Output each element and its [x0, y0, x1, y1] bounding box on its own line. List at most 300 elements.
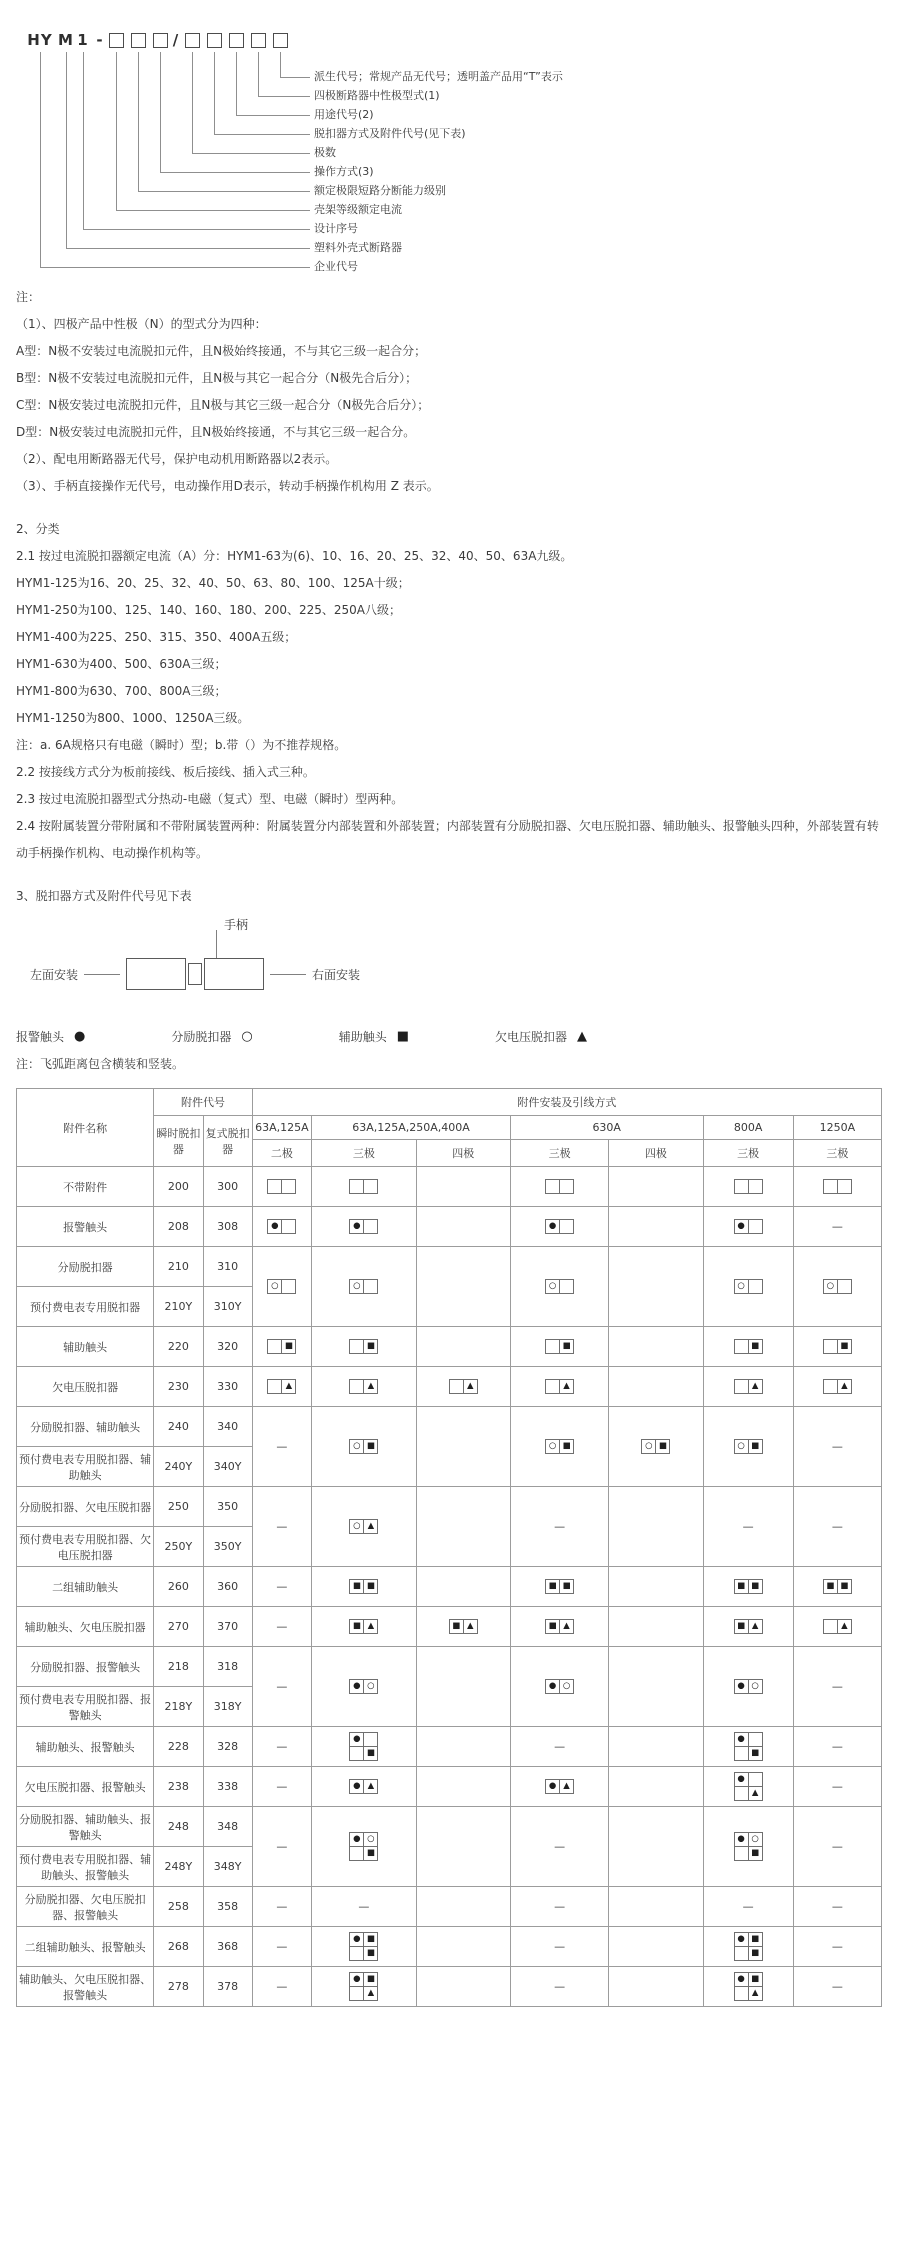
install-cell: [416, 1767, 510, 1807]
right-mount-box: [204, 958, 264, 990]
pole-compartment: ■: [748, 1972, 763, 1987]
pole-compartment: ■: [748, 1579, 763, 1594]
code-instantaneous: 220: [154, 1327, 203, 1367]
accessory-install-diagram: [734, 1679, 763, 1694]
code-compound: 350Y: [203, 1527, 252, 1567]
model-code-label: 塑料外壳式断路器: [314, 241, 402, 254]
header-pole-3p-d: 三极: [793, 1140, 881, 1167]
legend-label: 欠电压脱扣器: [495, 1030, 568, 1044]
install-cell: [416, 1207, 510, 1247]
table-row: [17, 1367, 882, 1407]
pole-compartment: ■: [545, 1579, 560, 1594]
note-line: C型：N极安装过电流脱扣元件，且N极与其它三级一起合分（N极先合后分）；: [16, 398, 430, 412]
install-cell: —: [252, 1807, 311, 1887]
accessory-install-diagram: [349, 1579, 378, 1594]
pole-compartment: ■: [363, 1439, 378, 1454]
install-cell: [793, 1367, 881, 1407]
code-compound: 310: [203, 1247, 252, 1287]
install-cell: [312, 1967, 417, 2007]
pole-compartment: ■: [363, 1846, 378, 1861]
pole-compartment: [823, 1619, 838, 1634]
install-cell: [312, 1607, 417, 1647]
install-cell: [703, 1967, 793, 2007]
table-row: [17, 1167, 882, 1207]
accessory-name: 欠电压脱扣器: [17, 1367, 154, 1407]
pole-compartment: [349, 1746, 364, 1761]
install-cell: [510, 1367, 608, 1407]
callout-vline: [116, 52, 117, 210]
accessory-install-diagram: [449, 1619, 478, 1634]
accessory-install-diagram: [734, 1972, 763, 2001]
install-cell: [609, 1927, 703, 1967]
header-install-group: 附件安装及引线方式: [252, 1089, 881, 1116]
pole-compartment: ●: [349, 1932, 364, 1947]
handle-mount-diagram: [16, 914, 882, 1018]
legend-label: 分励脱扣器: [171, 1030, 232, 1044]
pole-compartment: ■: [748, 1746, 763, 1761]
pole-compartment: ▲: [363, 1779, 378, 1794]
pole-compartment: ▲: [559, 1619, 574, 1634]
install-cell: —: [252, 1767, 311, 1807]
pole-compartment: ■: [363, 1946, 378, 1961]
accessory-install-diagram: [267, 1379, 296, 1394]
callout-vline: [66, 52, 67, 248]
pole-compartment: [349, 1946, 364, 1961]
pole-compartment: ■: [281, 1339, 296, 1354]
accessory-install-diagram: [267, 1219, 296, 1234]
callout-hline: [116, 210, 310, 211]
accessory-install-diagram: [545, 1339, 574, 1354]
install-cell: —: [793, 1767, 881, 1807]
install-cell: —: [793, 1887, 881, 1927]
code-instantaneous: 230: [154, 1367, 203, 1407]
header-code-group: 附件代号: [154, 1089, 252, 1116]
code-instantaneous: 250Y: [154, 1527, 203, 1567]
accessory-install-diagram: [823, 1179, 852, 1194]
pole-compartment: [837, 1179, 852, 1194]
install-cell: [416, 1607, 510, 1647]
code-instantaneous: 258: [154, 1887, 203, 1927]
pole-compartment: ○: [823, 1279, 838, 1294]
table-row: [17, 1247, 882, 1287]
install-cell: [609, 1327, 703, 1367]
pole-compartment: [349, 1986, 364, 2001]
install-cell: —: [793, 1647, 881, 1727]
pole-compartment: ■: [559, 1339, 574, 1354]
accessory-name: 预付费电表专用脱扣器、报警触头: [17, 1687, 154, 1727]
install-cell: [703, 1247, 793, 1327]
model-code-part: M: [58, 31, 74, 49]
pole-compartment: ●: [734, 1219, 749, 1234]
accessory-name: 预付费电表专用脱扣器、辅助触头、报警触头: [17, 1847, 154, 1887]
accessory-install-diagram: [349, 1679, 378, 1694]
header-amp-1250: 1250A: [793, 1116, 881, 1140]
accessory-install-diagram: [349, 1179, 378, 1194]
install-cell: [703, 1927, 793, 1967]
pole-compartment: ●: [734, 1972, 749, 1987]
code-compound: 368: [203, 1927, 252, 1967]
accessory-install-diagram: [545, 1379, 574, 1394]
classification-line: HYM1-125为16、20、25、32、40、50、63、80、100、125A十级；: [16, 576, 410, 590]
header-pole-4p-b: 四极: [609, 1140, 703, 1167]
code-instantaneous: 248Y: [154, 1847, 203, 1887]
pole-compartment: [748, 1772, 763, 1787]
model-code-dash: -: [96, 31, 104, 49]
accessory-name: 辅助触头、欠电压脱扣器、报警触头: [17, 1967, 154, 2007]
legend-symbol: ▲: [577, 1028, 588, 1044]
install-cell: [609, 1207, 703, 1247]
install-cell: [793, 1607, 881, 1647]
accessory-install-diagram: [734, 1619, 763, 1634]
table-row: [17, 1727, 882, 1767]
handle-box: [188, 963, 202, 985]
accessory-name: 二组辅助触头: [17, 1567, 154, 1607]
accessory-section: [16, 883, 882, 2007]
header-pole-3p-a: 三极: [312, 1140, 417, 1167]
install-cell: —: [793, 1927, 881, 1967]
pole-compartment: [823, 1339, 838, 1354]
header-amp-63-125: 63A,125A: [252, 1116, 311, 1140]
accessory-install-diagram: [267, 1179, 296, 1194]
model-code-label: 企业代号: [314, 260, 358, 273]
accessory-install-diagram: [349, 1339, 378, 1354]
install-cell: [510, 1327, 608, 1367]
pole-compartment: [363, 1732, 378, 1747]
pole-compartment: ▲: [837, 1379, 852, 1394]
install-cell: [609, 1567, 703, 1607]
pole-compartment: [349, 1846, 364, 1861]
install-cell: [793, 1167, 881, 1207]
model-code-label: 壳架等级额定电流: [314, 203, 402, 216]
install-cell: —: [793, 1487, 881, 1567]
install-cell: [609, 1967, 703, 2007]
note-line: （2）、配电用断路器无代号，保护电动机用断路器以2表示。: [16, 452, 338, 466]
legend-item: [339, 1028, 409, 1045]
pole-compartment: [559, 1219, 574, 1234]
pole-compartment: [823, 1179, 838, 1194]
pole-compartment: ▲: [837, 1619, 852, 1634]
code-compound: 370: [203, 1607, 252, 1647]
pole-compartment: ▲: [363, 1986, 378, 2001]
accessory-install-diagram: [734, 1279, 763, 1294]
header-pole-2p: 二极: [252, 1140, 311, 1167]
install-cell: [703, 1367, 793, 1407]
pole-compartment: ■: [363, 1339, 378, 1354]
install-cell: [510, 1567, 608, 1607]
accessory-install-diagram: [734, 1219, 763, 1234]
install-cell: —: [252, 1967, 311, 2007]
code-compound: 338: [203, 1767, 252, 1807]
accessory-install-diagram: [349, 1972, 378, 2001]
pole-compartment: ▲: [748, 1379, 763, 1394]
pole-compartment: [267, 1339, 282, 1354]
table-row: [17, 1487, 882, 1527]
pole-compartment: ■: [823, 1579, 838, 1594]
notes-title: 注：: [16, 290, 41, 304]
table-row: [17, 1567, 882, 1607]
pole-compartment: [734, 1846, 749, 1861]
pole-compartment: ■: [748, 1946, 763, 1961]
pole-compartment: ■: [748, 1439, 763, 1454]
accessory-name: 分励脱扣器、辅助触头、报警触头: [17, 1807, 154, 1847]
accessory-install-diagram: [349, 1379, 378, 1394]
pole-compartment: ■: [655, 1439, 670, 1454]
code-compound: 348Y: [203, 1847, 252, 1887]
accessory-table: [16, 1088, 882, 2007]
accessory-install-diagram: [823, 1379, 852, 1394]
install-cell: [510, 1207, 608, 1247]
install-cell: [252, 1207, 311, 1247]
install-cell: —: [793, 1727, 881, 1767]
accessory-install-diagram: [349, 1832, 378, 1861]
pole-compartment: ■: [837, 1579, 852, 1594]
code-compound: 328: [203, 1727, 252, 1767]
accessory-install-diagram: [267, 1279, 296, 1294]
callout-vline: [280, 52, 281, 77]
pole-compartment: [823, 1379, 838, 1394]
install-cell: [703, 1807, 793, 1887]
pole-compartment: [734, 1946, 749, 1961]
legend-label: 报警触头: [16, 1030, 65, 1044]
pole-compartment: ●: [267, 1219, 282, 1234]
code-instantaneous: 250: [154, 1487, 203, 1527]
pole-compartment: ○: [545, 1279, 560, 1294]
install-cell: [609, 1807, 703, 1887]
install-cell: [416, 1167, 510, 1207]
install-cell: [609, 1407, 703, 1487]
code-compound: 350: [203, 1487, 252, 1527]
pole-compartment: [748, 1219, 763, 1234]
callout-hline: [236, 115, 310, 116]
pole-compartment: [363, 1279, 378, 1294]
code-compound: 358: [203, 1887, 252, 1927]
pole-compartment: [545, 1379, 560, 1394]
pole-compartment: ▲: [281, 1379, 296, 1394]
classification-title: 2、分类: [16, 522, 60, 536]
pole-compartment: [545, 1179, 560, 1194]
install-cell: [252, 1247, 311, 1327]
accessory-install-diagram: [545, 1179, 574, 1194]
pole-compartment: ○: [545, 1439, 560, 1454]
model-code-slash: /: [172, 31, 180, 49]
accessory-install-diagram: [734, 1379, 763, 1394]
classification-list: [16, 543, 882, 867]
install-cell: —: [510, 1887, 608, 1927]
install-cell: [609, 1727, 703, 1767]
install-cell: —: [252, 1487, 311, 1567]
callout-vline: [258, 52, 259, 96]
pole-compartment: ●: [349, 1972, 364, 1987]
pole-compartment: ▲: [748, 1619, 763, 1634]
accessory-install-diagram: [349, 1932, 378, 1961]
install-cell: —: [510, 1727, 608, 1767]
accessory-install-diagram: [734, 1179, 763, 1194]
legend-symbol: ■: [396, 1028, 410, 1044]
accessory-install-diagram: [349, 1519, 378, 1534]
install-cell: [510, 1607, 608, 1647]
install-cell: [312, 1207, 417, 1247]
pole-compartment: ■: [748, 1339, 763, 1354]
install-cell: [416, 1367, 510, 1407]
callout-vline: [236, 52, 237, 115]
pole-compartment: [734, 1379, 749, 1394]
accessory-install-diagram: [823, 1279, 852, 1294]
table-header-row-1: [17, 1089, 882, 1116]
install-cell: [252, 1327, 311, 1367]
pole-compartment: ▲: [559, 1779, 574, 1794]
right-pointer-line: [270, 974, 306, 975]
pole-compartment: [837, 1279, 852, 1294]
pole-compartment: [734, 1786, 749, 1801]
install-cell: [312, 1407, 417, 1487]
code-compound: 300: [203, 1167, 252, 1207]
note-line: B型：N极不安装过电流脱扣元件，且N极与其它一起合分（N极先合后分）；: [16, 371, 418, 385]
install-cell: [703, 1567, 793, 1607]
pole-compartment: [449, 1379, 464, 1394]
table-row: [17, 1647, 882, 1687]
accessory-name: 报警触头: [17, 1207, 154, 1247]
code-compound: 310Y: [203, 1287, 252, 1327]
install-cell: [510, 1247, 608, 1327]
install-cell: [703, 1207, 793, 1247]
code-instantaneous: 218: [154, 1647, 203, 1687]
accessory-install-diagram: [545, 1279, 574, 1294]
code-compound: 360: [203, 1567, 252, 1607]
code-compound: 308: [203, 1207, 252, 1247]
pole-compartment: [748, 1279, 763, 1294]
table-row: [17, 1327, 882, 1367]
header-amp-630: 630A: [510, 1116, 703, 1140]
accessory-install-diagram: [734, 1772, 763, 1801]
accessory-name: 预付费电表专用脱扣器: [17, 1287, 154, 1327]
accessory-name: 分励脱扣器: [17, 1247, 154, 1287]
install-cell: —: [252, 1927, 311, 1967]
pole-compartment: ○: [349, 1439, 364, 1454]
note-line: （1）、四极产品中性极（N）的型式分为四种：: [16, 317, 267, 331]
table-row: [17, 1927, 882, 1967]
notes-list: [16, 311, 882, 500]
install-cell: —: [510, 1487, 608, 1567]
note-line: D型：N极安装过电流脱扣元件，且N极始终接通，不与其它三级一起合分。: [16, 425, 416, 439]
install-cell: —: [252, 1567, 311, 1607]
accessory-install-diagram: [823, 1619, 852, 1634]
install-cell: —: [312, 1887, 417, 1927]
handle-label: 手柄: [224, 918, 249, 932]
table-row: [17, 1967, 882, 2007]
install-cell: [703, 1407, 793, 1487]
accessory-name: 分励脱扣器、欠电压脱扣器: [17, 1487, 154, 1527]
install-cell: [609, 1607, 703, 1647]
install-cell: [416, 1647, 510, 1727]
pole-compartment: [349, 1339, 364, 1354]
accessory-install-diagram: [734, 1732, 763, 1761]
install-cell: [510, 1167, 608, 1207]
install-cell: [252, 1167, 311, 1207]
code-compound: 378: [203, 1967, 252, 2007]
model-code-box: [207, 33, 222, 48]
pole-compartment: ■: [363, 1746, 378, 1761]
pole-compartment: ●: [349, 1679, 364, 1694]
code-instantaneous: 208: [154, 1207, 203, 1247]
accessory-install-diagram: [545, 1619, 574, 1634]
accessory-install-diagram: [545, 1779, 574, 1794]
callout-hline: [258, 96, 310, 97]
code-compound: 330: [203, 1367, 252, 1407]
accessory-section-title: 3、脱扣器方式及附件代号见下表: [16, 889, 192, 903]
install-cell: [312, 1807, 417, 1887]
code-instantaneous: 260: [154, 1567, 203, 1607]
model-code-box: [273, 33, 288, 48]
model-code-label: 派生代号；常规产品无代号；透明盖产品用“T”表示: [314, 70, 563, 83]
accessory-install-diagram: [267, 1339, 296, 1354]
note-line: A型：N极不安装过电流脱扣元件，且N极始终接通，不与其它三级一起合分；: [16, 344, 427, 358]
install-cell: [609, 1487, 703, 1567]
install-cell: [312, 1167, 417, 1207]
pole-compartment: ▲: [363, 1619, 378, 1634]
callout-hline: [83, 229, 310, 230]
callout-hline: [280, 77, 310, 78]
classification-line: HYM1-400为225、250、315、350、400A五级；: [16, 630, 297, 644]
pole-compartment: [734, 1339, 749, 1354]
symbol-legend: [16, 1028, 882, 1045]
callout-hline: [192, 153, 310, 154]
install-cell: [703, 1767, 793, 1807]
install-cell: [416, 1567, 510, 1607]
accessory-install-diagram: [545, 1679, 574, 1694]
header-amp-800: 800A: [703, 1116, 793, 1140]
install-cell: —: [703, 1487, 793, 1567]
callout-hline: [66, 248, 310, 249]
model-code-label: 操作方式(3): [314, 165, 374, 178]
code-instantaneous: 210Y: [154, 1287, 203, 1327]
left-pointer-line: [84, 974, 120, 975]
header-amp-63-400: 63A,125A,250A,400A: [312, 1116, 511, 1140]
accessory-name: 辅助触头、报警触头: [17, 1727, 154, 1767]
pole-compartment: [748, 1179, 763, 1194]
install-cell: —: [793, 1407, 881, 1487]
classification-line: HYM1-630为400、500、630A三级；: [16, 657, 227, 671]
install-cell: [703, 1647, 793, 1727]
install-cell: [609, 1647, 703, 1727]
code-instantaneous: 270: [154, 1607, 203, 1647]
accessory-name: 分励脱扣器、报警触头: [17, 1647, 154, 1687]
pole-compartment: ○: [734, 1279, 749, 1294]
accessory-name: 欠电压脱扣器、报警触头: [17, 1767, 154, 1807]
accessory-install-diagram: [449, 1379, 478, 1394]
code-compound: 318: [203, 1647, 252, 1687]
pole-compartment: ○: [363, 1679, 378, 1694]
table-row: [17, 1767, 882, 1807]
pole-compartment: ▲: [559, 1379, 574, 1394]
header-pole-3p-b: 三极: [510, 1140, 608, 1167]
install-cell: [416, 1487, 510, 1567]
legend-symbol: ○: [241, 1028, 253, 1044]
callout-vline: [160, 52, 161, 172]
accessory-name: 预付费电表专用脱扣器、辅助触头: [17, 1447, 154, 1487]
header-pole-4p-a: 四极: [416, 1140, 510, 1167]
code-instantaneous: 228: [154, 1727, 203, 1767]
install-cell: [416, 1407, 510, 1487]
pole-compartment: ■: [349, 1619, 364, 1634]
legend-item: [16, 1028, 85, 1045]
table-row: [17, 1407, 882, 1447]
pole-compartment: ●: [734, 1679, 749, 1694]
pole-compartment: [281, 1179, 296, 1194]
install-cell: —: [252, 1887, 311, 1927]
install-cell: —: [793, 1967, 881, 2007]
code-compound: 320: [203, 1327, 252, 1367]
code-compound: 318Y: [203, 1687, 252, 1727]
